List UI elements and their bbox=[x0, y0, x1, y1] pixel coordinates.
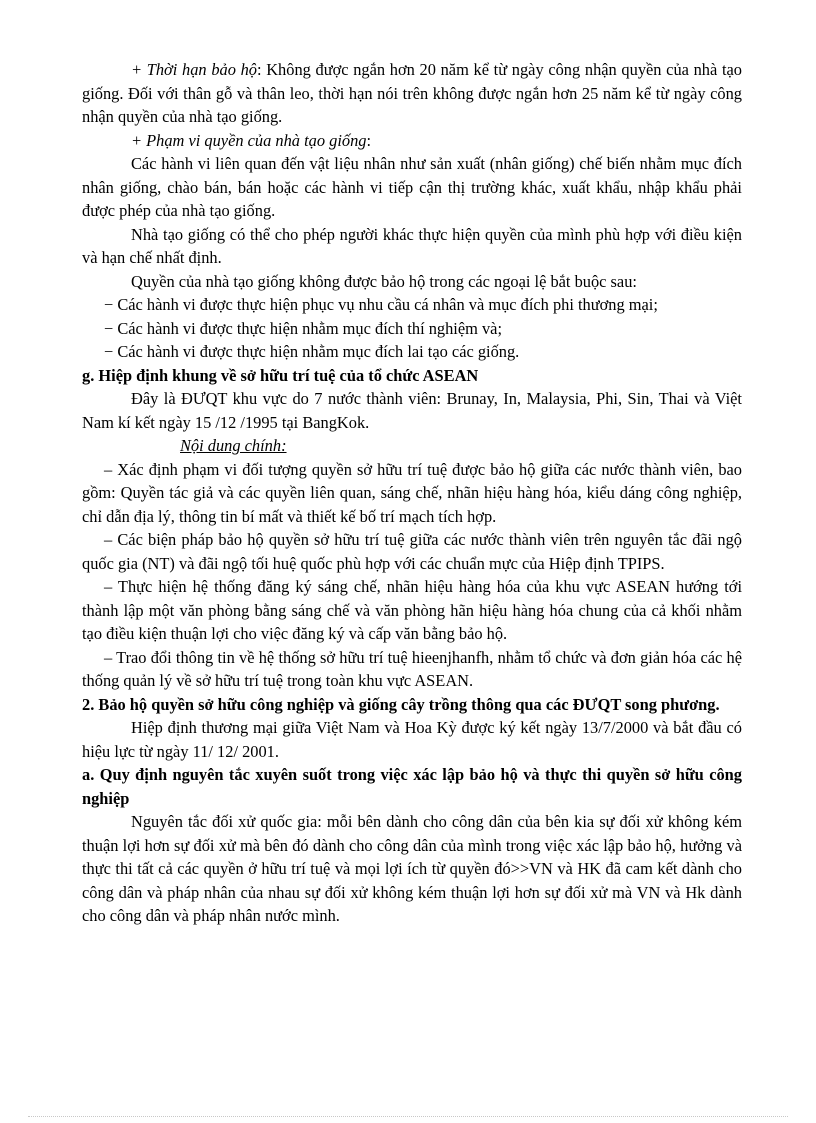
paragraph-asean: Đây là ĐƯQT khu vực do 7 nước thành viên: Brunay, In, Malaysia, Phi, Sin, Thai và Việt Nam kí kết ngày 15 /12 /1995 tại BangKok. bbox=[82, 389, 742, 432]
paragraph-trade-agreement: Hiệp định thương mại giữa Việt Nam và Hoa Kỳ được ký kết ngày 13/7/2000 và bắt đầu có hiệu lực từ ngày 11/ 12/ 2001. bbox=[82, 718, 742, 761]
content-item: – Xác định phạm vi đối tượng quyền sở hữu trí tuệ được bảo hộ giữa các nước thành viên, bao gồm: Quyền tác giả và các quyền liên quan, sáng chế, nhãn hiệu hàng hóa, kiểu dáng công nghiệp, chỉ dẫn địa lý, thông tin bí mất và thiết kế bố trí mạch tích hợp. bbox=[82, 459, 742, 526]
section-heading-2: 2. Bảo hộ quyền sở hữu công nghiệp và giống cây trồng thông qua các ĐƯQT song phương. bbox=[82, 694, 720, 714]
exception-item: − Các hành vi được thực hiện nhằm mục đích thí nghiệm và; bbox=[104, 318, 503, 338]
content-item: – Thực hiện hệ thống đăng ký sáng chế, nhãn hiệu hàng hóa của khu vực ASEAN hướng tới thành lập một văn phòng bằng sáng chế và văn phòng hãn hiệu hàng hóa chung của cả khối nhằm tạo điều kiện thuận lợi cho việc đăng ký và cấp văn bằng bảo hộ. bbox=[82, 577, 742, 643]
document-page bbox=[82, 58, 742, 928]
content-item: – Trao đổi thông tin về hệ thống sở hữu trí tuệ hieenjhanfh, nhằm tổ chức và đơn giản hóa các hệ thống quản lý về sở hữu trí tuệ trong toàn khu vực ASEAN. bbox=[82, 647, 742, 690]
sub-heading: Nội dung chính: bbox=[180, 436, 287, 455]
paragraph-national-treatment: Nguyên tắc đối xử quốc gia: mỗi bên dành cho công dân của bên kia sự đối xử không kém thuận lợi hơn sự đối xử mà bên đó dành cho công dân của mình trong việc xác lập bảo hộ, hưởng và thực thi tất cả các quyền ở hữu trí tuệ và mọi lợi ích từ quyền đó>>VN và HK đã cam kết dành cho công dân và pháp nhân của nhau sự đối xử không kém thuận lợi hơn sự đối xử mà VN và Hk dành cho công dân và pháp nhân nước mình. bbox=[82, 812, 742, 925]
exception-item: − Các hành vi được thực hiện nhằm mục đích lai tạo các giống. bbox=[104, 342, 520, 361]
section-heading-a: a. Quy định nguyên tắc xuyên suốt trong việc xác lập bảo hộ và thực thi quyền sở hữu công nghiệp bbox=[82, 765, 742, 808]
page-bottom-divider bbox=[28, 1116, 788, 1117]
exception-item: − Các hành vi được thực hiện phục vụ nhu cầu cá nhân và mục đích phi thương mại; bbox=[104, 295, 658, 314]
term-text: : Không được ngắn hơn 20 năm kể từ ngày công nhận quyền của nhà tạo giống. Đối với thân gỗ và thân leo, thời hạn nói trên không được ngắn hơn 25 năm kể từ ngày công nhận quyền của nhà tạo giống. bbox=[82, 60, 742, 126]
scope-text: : bbox=[366, 130, 372, 150]
paragraph-scope bbox=[82, 129, 742, 153]
term-label: + Thời hạn bảo hộ bbox=[131, 60, 257, 79]
scope-label: + Phạm vi quyền của nhà tạo giống bbox=[131, 130, 367, 150]
paragraph-term bbox=[82, 58, 742, 129]
section-heading-g: g. Hiệp định khung về sở hữu trí tuệ của tổ chức ASEAN bbox=[82, 365, 479, 385]
paragraph-permission: Nhà tạo giống có thể cho phép người khác thực hiện quyền của mình phù hợp với điều kiện và hạn chế nhất định. bbox=[82, 224, 742, 267]
paragraph-acts: Các hành vi liên quan đến vật liệu nhân như sản xuất (nhân giống) chế biến nhằm mục đích nhân giống, chào bán, bán hoặc các hành vi tiếp cận thị trường khác, xuất khẩu, nhập khẩu phải được phép của nhà tạo giống. bbox=[82, 154, 742, 220]
content-item: – Các biện pháp bảo hộ quyền sở hữu trí tuệ giữa các nước thành viên trên nguyên tắc đãi ngộ quốc gia (NT) và đãi ngộ tối huệ quốc phù hợp với các chuẩn mực của Hiệp định TPIPS. bbox=[82, 530, 742, 573]
paragraph-exceptions-intro: Quyền của nhà tạo giống không được bảo hộ trong các ngoại lệ bắt buộc sau: bbox=[131, 271, 637, 291]
